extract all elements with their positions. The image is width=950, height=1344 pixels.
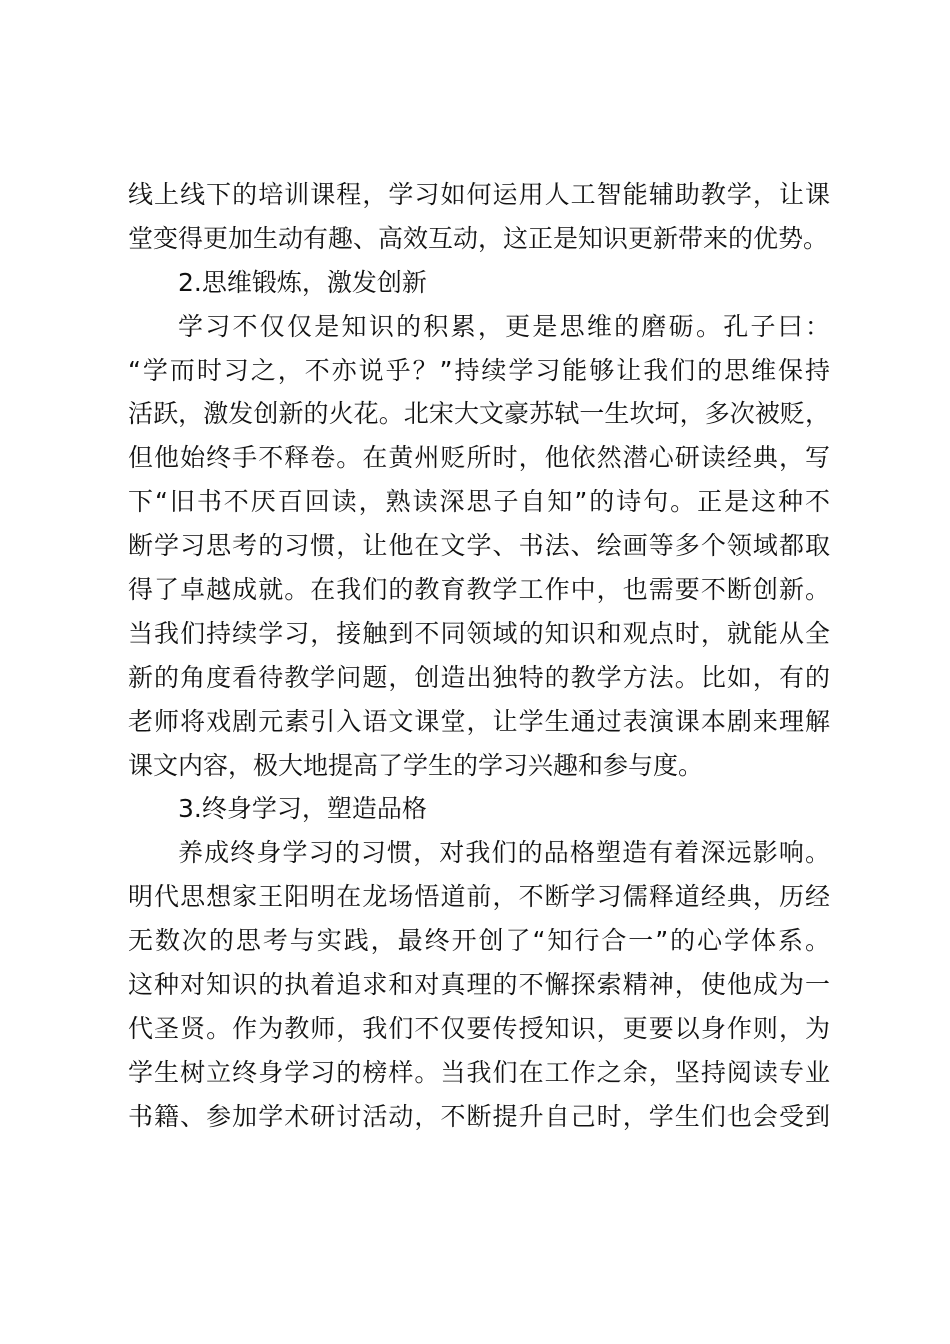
document-body: [128, 173, 830, 1139]
paragraph-line: 课文内容，极大地提高了学生的学习兴趣和参与度。: [128, 750, 704, 780]
paragraph-line: 新的角度看待教学问题，创造出独特的教学方法。比如，有的: [128, 662, 830, 692]
paragraph-line: 无数次的思考与实践，最终开创了“知行合一”的心学体系。: [128, 926, 830, 956]
paragraph-line: 这种对知识的执着追求和对真理的不懈探索精神，使他成为一: [128, 970, 830, 1000]
paragraph-line: 老师将戏剧元素引入语文课堂，让学生通过表演课本剧来理解: [128, 706, 830, 736]
section-heading: 2.思维锻炼，激发创新: [178, 267, 427, 297]
paragraph-line: 书籍、参加学术研讨活动，不断提升自己时，学生们也会受到: [128, 1101, 830, 1131]
paragraph-line: 学生树立终身学习的榜样。当我们在工作之余，坚持阅读专业: [128, 1057, 830, 1087]
paragraph-line: 得了卓越成就。在我们的教育教学工作中，也需要不断创新。: [128, 575, 830, 605]
paragraph-line: 堂变得更加生动有趣、高效互动，这正是知识更新带来的优势。: [128, 223, 829, 253]
paragraph-line: 明代思想家王阳明在龙场悟道前，不断学习儒释道经典，历经: [128, 882, 830, 912]
paragraph-line: “学而时习之，不亦说乎？”持续学习能够让我们的思维保持: [128, 355, 830, 385]
paragraph-line: 但他始终手不释卷。在黄州贬所时，他依然潜心研读经典，写: [128, 443, 830, 473]
paragraph-line: 代圣贤。作为教师，我们不仅要传授知识，更要以身作则，为: [128, 1013, 830, 1043]
paragraph-line: 线上线下的培训课程，学习如何运用人工智能辅助教学，让课: [128, 180, 830, 209]
paragraph-line: 活跃，激发创新的火花。北宋大文豪苏轼一生坎坷，多次被贬，: [128, 399, 830, 429]
paragraph-line: 养成终身学习的习惯，对我们的品格塑造有着深远影响。: [178, 838, 830, 868]
paragraph-line: 断学习思考的习惯，让他在文学、书法、绘画等多个领域都取: [128, 531, 830, 561]
paragraph-line: 下“旧书不厌百回读，熟读深思子自知”的诗句。正是这种不: [128, 487, 830, 517]
section-heading: 3.终身学习，塑造品格: [178, 794, 427, 824]
paragraph-line: 当我们持续学习，接触到不同领域的知识和观点时，就能从全: [128, 618, 830, 648]
paragraph-line: 学习不仅仅是知识的积累，更是思维的磨砺。孔子曰：: [178, 311, 830, 341]
